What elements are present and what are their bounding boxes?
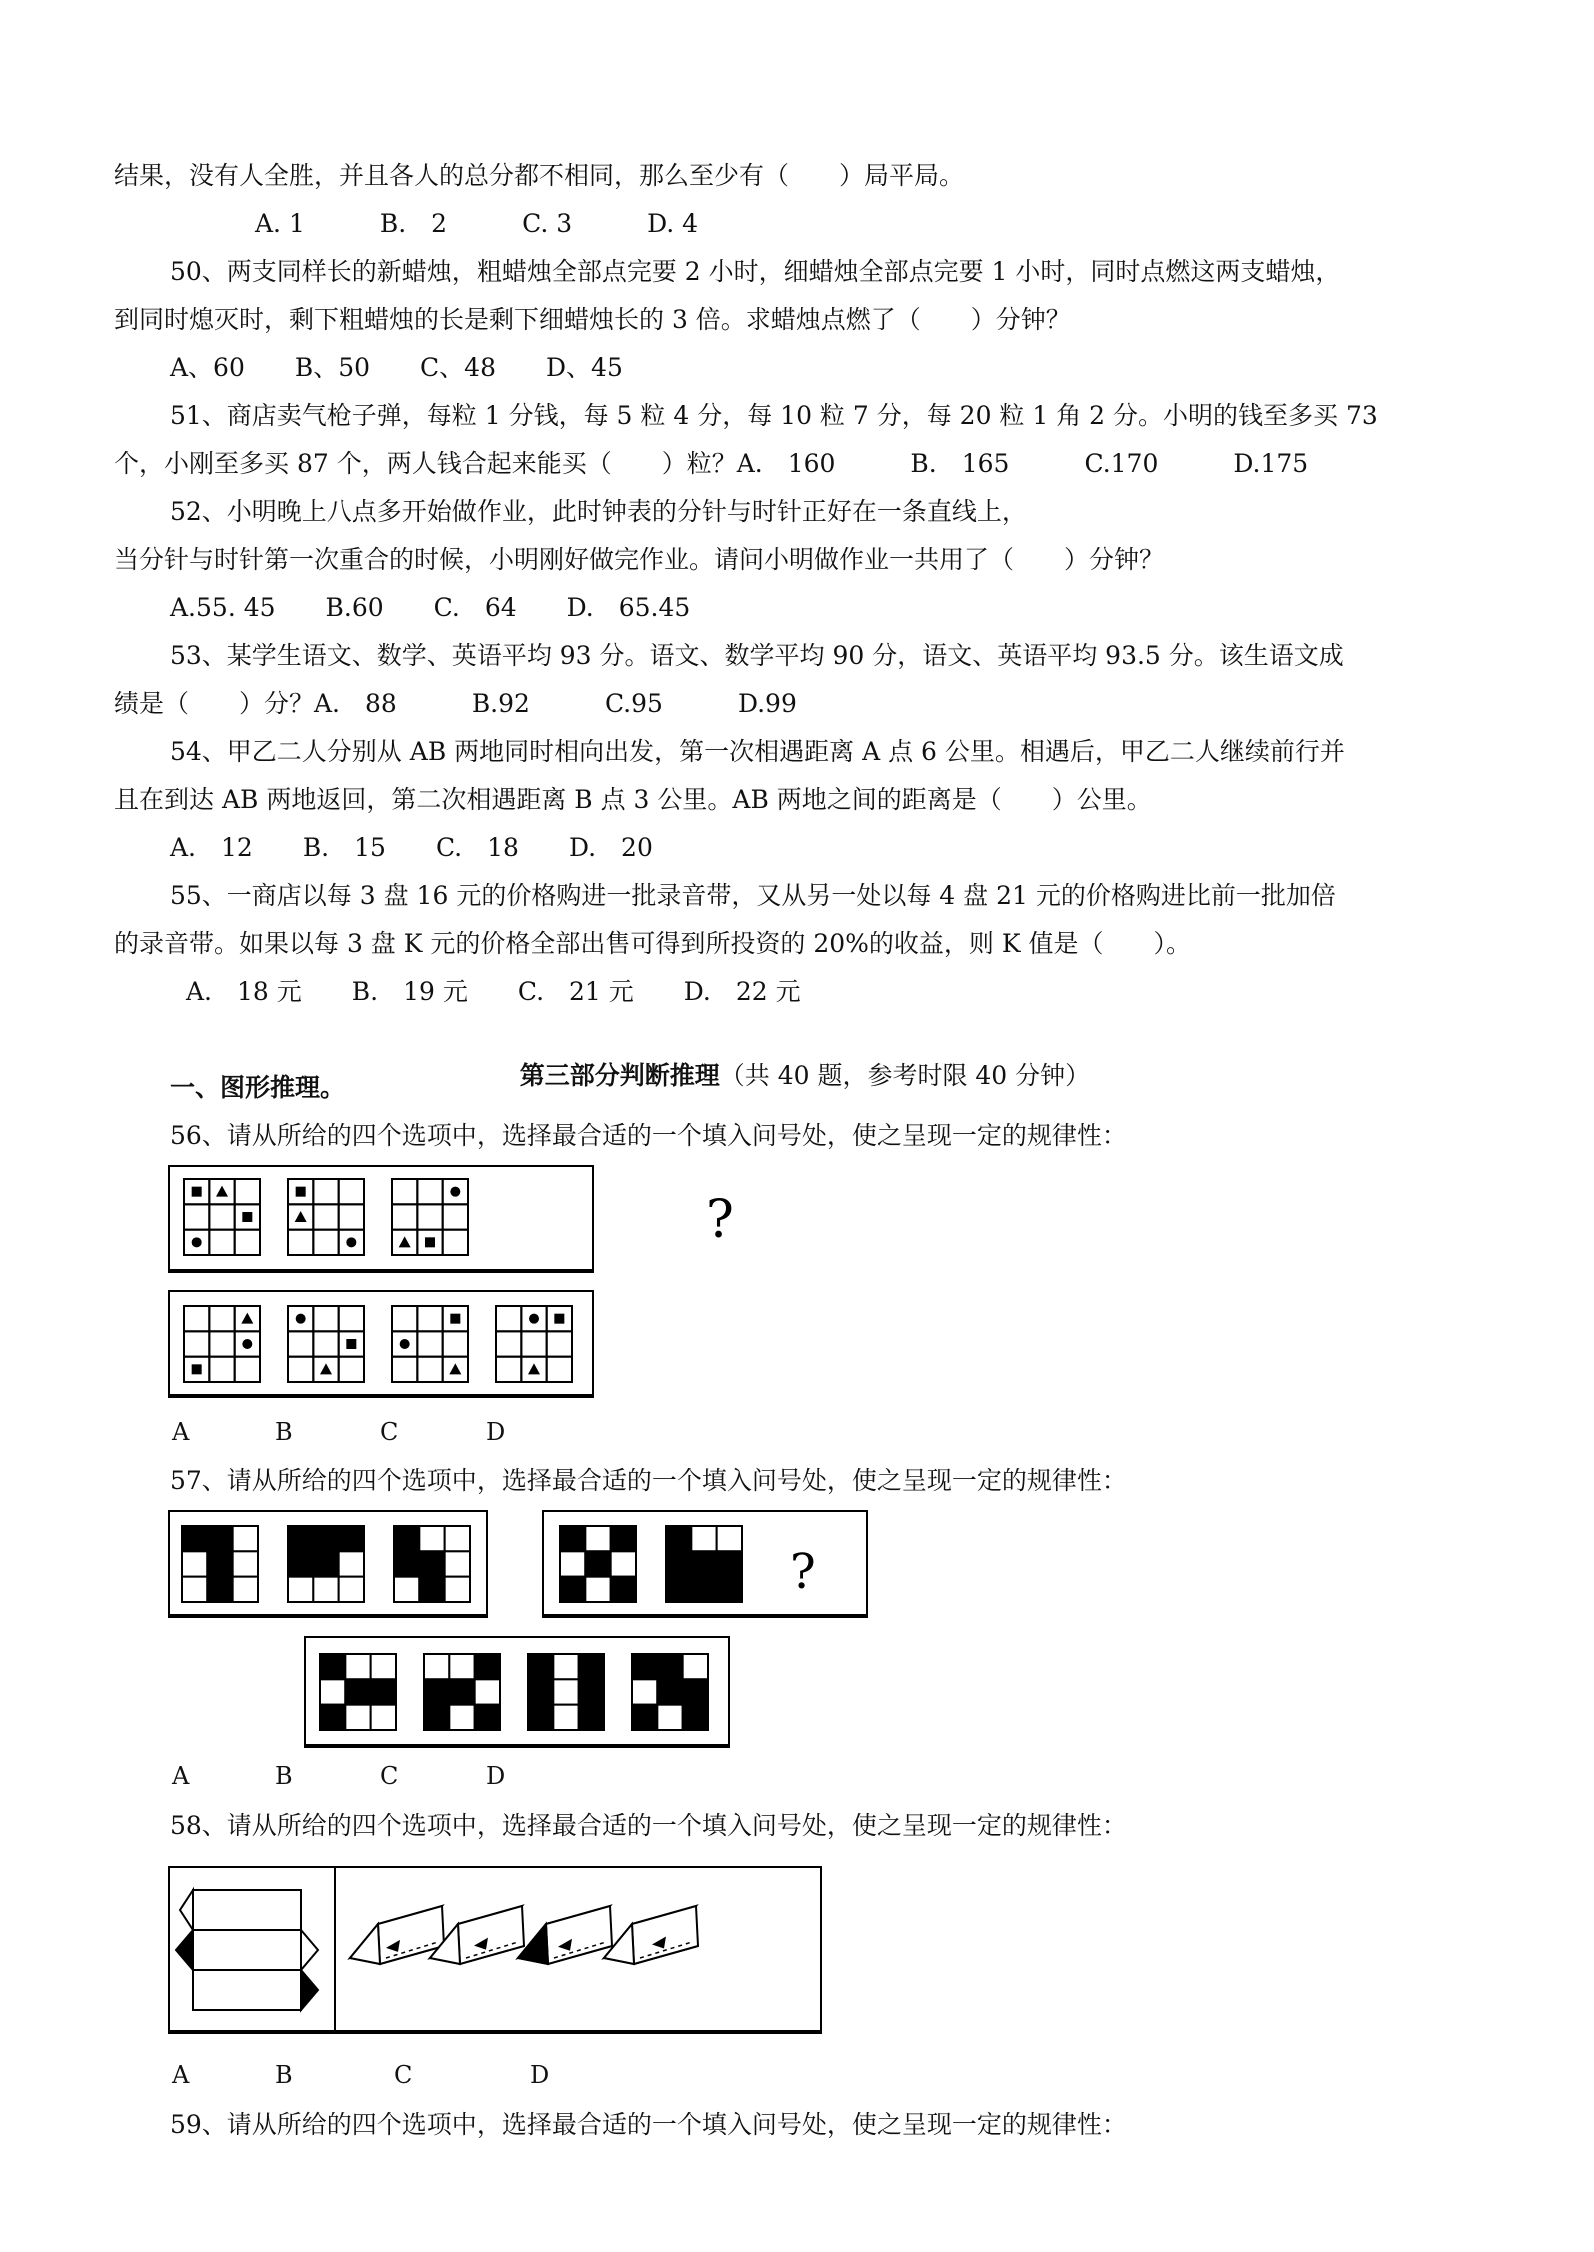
triangle-symbol bbox=[528, 1363, 540, 1374]
pattern-grid bbox=[528, 1654, 604, 1730]
q58-figure bbox=[168, 1866, 822, 2036]
options-line: A. 12 B. 15 C. 18 D. 20 bbox=[170, 833, 653, 862]
triangle-symbol bbox=[320, 1363, 332, 1374]
option-d-label: D bbox=[530, 2061, 550, 2089]
option-c-label: C bbox=[380, 1418, 399, 1446]
option-b-label: B bbox=[275, 1762, 293, 1790]
question-50: 50、两支同样长的新蜡烛，粗蜡烛全部点完要 2 小时，细蜡烛全部点完要 1 小时，同时点燃这两支蜡烛， bbox=[170, 257, 1341, 286]
option-a-label: A bbox=[172, 1418, 190, 1446]
square-symbol bbox=[554, 1314, 564, 1324]
symbol-grid bbox=[496, 1306, 572, 1382]
pattern-grid bbox=[394, 1526, 470, 1602]
circle-symbol bbox=[450, 1187, 460, 1197]
options-line: A. 1 B. 2 C. 3 D. 4 bbox=[255, 209, 699, 238]
q57-options-figure bbox=[304, 1636, 730, 1748]
pattern-grid bbox=[320, 1654, 396, 1730]
triangle-symbol bbox=[399, 1236, 411, 1247]
question-55: 55、一商店以每 3 盘 16 元的价格购进一批录音带，又从另一处以每 4 盘 21 元的价格购进比前一批加倍 bbox=[170, 881, 1336, 910]
triangle-symbol bbox=[295, 1211, 307, 1222]
text-line: 个，小刚至多买 87 个，两人钱合起来能买（ ）粒？A. 160 B. 165 C.170 D.175 bbox=[114, 449, 1309, 478]
question-53: 53、某学生语文、数学、英语平均 93 分。语文、数学平均 90 分，语文、英语平均 93.5 分。该生语文成 bbox=[170, 641, 1344, 670]
square-symbol bbox=[242, 1212, 252, 1222]
symbol-grid bbox=[392, 1306, 468, 1382]
square-symbol bbox=[450, 1314, 460, 1324]
pattern-grid bbox=[560, 1526, 636, 1602]
question-58: 58、请从所给的四个选项中，选择最合适的一个填入问号处，使之呈现一定的规律性： bbox=[170, 1811, 1127, 1840]
question-59: 59、请从所给的四个选项中，选择最合适的一个填入问号处，使之呈现一定的规律性： bbox=[170, 2110, 1127, 2139]
triangle-symbol bbox=[449, 1363, 461, 1374]
options-line: A.55. 45 B.60 C. 64 D. 65.45 bbox=[170, 593, 691, 622]
option-b-label: B bbox=[275, 1418, 293, 1446]
pattern-grid bbox=[632, 1654, 708, 1730]
option-b-label: B bbox=[275, 2061, 293, 2089]
option-d-label: D bbox=[486, 1418, 506, 1446]
symbol-grid bbox=[184, 1306, 260, 1382]
option-c-label: C bbox=[394, 2061, 413, 2089]
text-line: 绩是（ ）分？A. 88 B.92 C.95 D.99 bbox=[114, 689, 797, 718]
pattern-grid bbox=[666, 1526, 742, 1602]
prism-option bbox=[604, 1906, 698, 1964]
question-mark: ? bbox=[790, 1544, 816, 1600]
symbol-grid bbox=[288, 1179, 364, 1255]
question-54: 54、甲乙二人分别从 AB 两地同时相向出发，第一次相遇距离 A 点 6 公里。相遇后，甲乙二人继续前行并 bbox=[170, 737, 1345, 766]
question-57: 57、请从所给的四个选项中，选择最合适的一个填入问号处，使之呈现一定的规律性： bbox=[170, 1466, 1127, 1495]
symbol-grid bbox=[392, 1179, 468, 1255]
pattern-grid bbox=[288, 1526, 364, 1602]
square-symbol bbox=[192, 1187, 202, 1197]
q56-options-figure bbox=[168, 1290, 594, 1398]
circle-symbol bbox=[400, 1339, 410, 1349]
circle-symbol bbox=[192, 1237, 202, 1247]
q56-question-figure bbox=[168, 1165, 734, 1273]
prism-option bbox=[518, 1906, 612, 1964]
question-52: 52、小明晚上八点多开始做作业，此时钟表的分针与时针正好在一条直线上， bbox=[170, 497, 1027, 526]
sub-heading: 一、图形推理。 bbox=[170, 1073, 346, 1102]
q57-left-figure bbox=[168, 1510, 488, 1618]
square-symbol bbox=[425, 1237, 435, 1247]
option-a-label: A bbox=[172, 1762, 190, 1790]
prism-net bbox=[176, 1890, 318, 2010]
square-symbol bbox=[192, 1364, 202, 1374]
circle-symbol bbox=[346, 1237, 356, 1247]
symbol-grid bbox=[288, 1306, 364, 1382]
question-51: 51、商店卖气枪子弹，每粒 1 分钱，每 5 粒 4 分，每 10 粒 7 分，每 20 粒 1 角 2 分。小明的钱至多买 73 bbox=[170, 401, 1378, 430]
question-56: 56、请从所给的四个选项中，选择最合适的一个填入问号处，使之呈现一定的规律性： bbox=[170, 1121, 1127, 1150]
option-d-label: D bbox=[486, 1762, 506, 1790]
symbol-grid bbox=[184, 1179, 260, 1255]
text-line: 结果，没有人全胜，并且各人的总分都不相同，那么至少有（ ）局平局。 bbox=[114, 161, 965, 190]
triangle-symbol bbox=[216, 1186, 228, 1197]
section-title-text: 第三部分判断推理 bbox=[519, 1061, 720, 1090]
text-line: 的录音带。如果以每 3 盘 K 元的价格全部出售可得到所投资的 20%的收益，则 K 值是（ ）。 bbox=[114, 929, 1191, 958]
square-symbol bbox=[296, 1187, 306, 1197]
pattern-grid bbox=[424, 1654, 500, 1730]
options-line: A. 18 元 B. 19 元 C. 21 元 D. 22 元 bbox=[186, 977, 801, 1006]
text-line: 且在到达 AB 两地返回，第二次相遇距离 B 点 3 公里。AB 两地之间的距离是（ ）公里。 bbox=[114, 785, 1152, 814]
circle-symbol bbox=[529, 1314, 539, 1324]
text-line: 到同时熄灭时，剩下粗蜡烛的长是剩下细蜡烛长的 3 倍。求蜡烛点燃了（ ）分钟？ bbox=[114, 305, 1071, 334]
options-line: A、60 B、50 C、48 D、45 bbox=[170, 353, 623, 382]
section-note: （共 40 题，参考时限 40 分钟） bbox=[719, 1061, 1091, 1090]
circle-symbol bbox=[242, 1339, 252, 1349]
text-line: 当分针与时针第一次重合的时候，小明刚好做完作业。请问小明做作业一共用了（ ）分钟？ bbox=[114, 545, 1165, 574]
prism-option bbox=[350, 1906, 444, 1964]
triangle-symbol bbox=[241, 1313, 253, 1324]
square-symbol bbox=[346, 1339, 356, 1349]
option-c-label: C bbox=[380, 1762, 399, 1790]
circle-symbol bbox=[296, 1314, 306, 1324]
pattern-grid bbox=[182, 1526, 258, 1602]
question-mark: ? bbox=[706, 1190, 734, 1250]
option-a-label: A bbox=[172, 2061, 190, 2089]
q57-right-figure bbox=[542, 1510, 868, 1618]
